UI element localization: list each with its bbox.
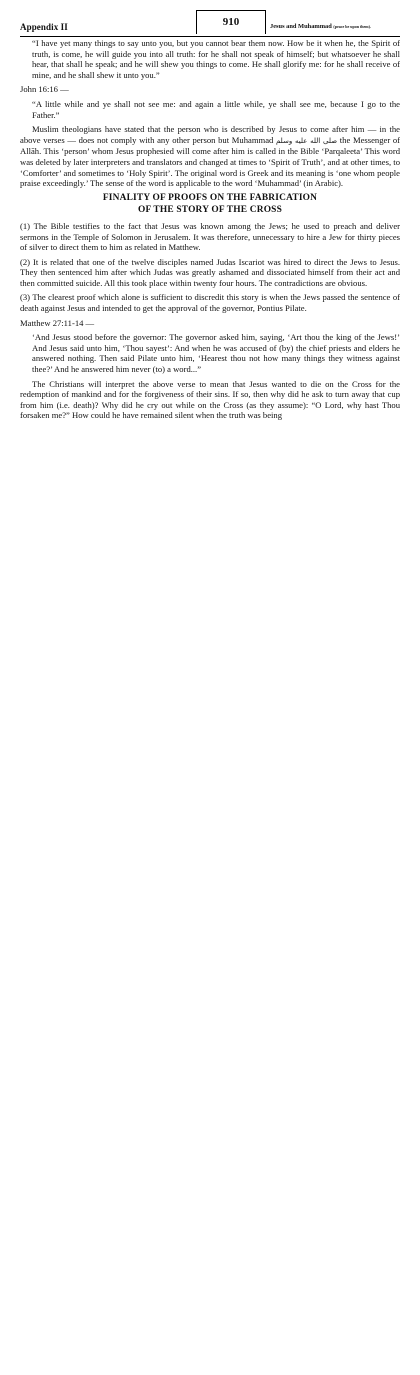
running-title-honorific: (peace be upon them).	[333, 24, 371, 29]
reference-john-16-16: John 16:16 —	[20, 84, 69, 95]
section-title: Appendix II	[20, 22, 68, 32]
page-header	[20, 10, 400, 37]
paragraph-part-b: the Messenger of Allāh. This ‘person’ whom Jesus prophesied will come after him is called in the Bible ‘Parqaleeta’ This word was deleted by later interpreters and translators and changed at times to ‘Spirit of Truth’, and at other times, to ‘Comforter’ and sometimes to ‘Holy Spirit’. The original word is Greek and its meaning is ‘one whom people praise exceedingly.’ The sense of the word is applicable to the word ‘Muhammad’ (in Arabic).	[20, 134, 401, 189]
quote-matthew-27: ‘And Jesus stood before the governor: The governor asked him, saying, ‘Art thou the king of the Jews!’ And Jesus said unto him, ‘Thou sayest’: And when he was accused of (by) the chief priests and elders he answered nothing. Then said Pilate unto him, ‘Hearest thou not how many things they witness against thee?’ And he answered him never (to) a word...”	[32, 332, 400, 375]
page-body	[20, 38, 400, 425]
running-title	[270, 23, 402, 30]
section-heading-line1: FINALITY OF PROOFS ON THE FABRICATION	[102, 192, 318, 203]
arabic-salutation: صلى الله عليه وسلم	[276, 136, 338, 145]
reference-matthew-27: Matthew 27:11-14 —	[20, 317, 95, 328]
page-number: 910	[196, 10, 266, 34]
proof-2: (2) It is related that one of the twelve disciples named Judas Iscariot was hired to direct the Jews to Jesus. They then sentenced him after which Judas was greatly ashamed and dissociated himself from their act and then committed suicide. All this took place within twenty four hours. The contradictions are obvious.	[20, 256, 400, 288]
paragraph-christians-interpret: The Christians will interpret the above verse to mean that Jesus wanted to die on the Cross for the redemption of mankind and for the forgiveness of their sins. If so, then why did he ask to turn away that cup from him (i.e. death)? Why did he cry out while on the Cross (as they assume): “O Lord, why hast Thou forsaken me?” How could he have remained silent when the truth was being	[20, 378, 400, 421]
proof-1: (1) The Bible testifies to the fact that Jesus was known among the Jews; he used to preach and deliver sermons in the Temple of Solomon in Jerusalem. It was therefore, unnecessary to hire a Jew for thirty pieces of silver to direct them to him as related in Matthew.	[20, 220, 400, 253]
paragraph-muslim-theologians	[20, 124, 400, 189]
proof-3: (3) The clearest proof which alone is sufficient to discredit this story is when the Jews passed the sentence of death against Jesus and intended to get the approval of the governor, Pontius Pilate.	[20, 292, 400, 314]
paragraph-part-a: Muslim theologians have stated that the person who is described by Jesus to come after him — in the above verses — does not comply with any other person but Muhammad	[20, 124, 400, 145]
quote-john-16-16: “A little while and ye shall not see me: and again a little while, ye shall see me, because I go to the Father.”	[32, 98, 400, 120]
quote-john-16: “I have yet many things to say unto you, but you cannot bear them now. How be it when he, the Spirit of truth, is come, he will guide you into all truth: for he shall not speak of himself; but whatsoever he shall hear, that shall he speak; and he will shew you things to come. He shall glorify me: for he shall receive of mine, and he shall shew it unto you.”	[32, 38, 400, 80]
running-title-main: Jesus and Muhammad	[270, 23, 332, 30]
section-heading-line2: OF THE STORY OF THE CROSS	[137, 205, 283, 216]
